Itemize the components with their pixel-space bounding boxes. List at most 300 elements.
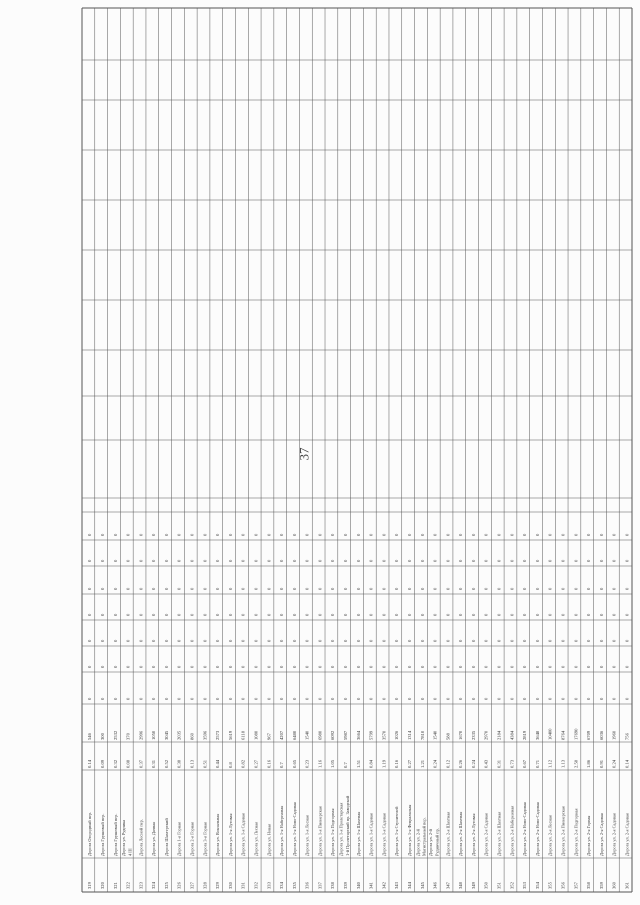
cell-zero: 0 [624, 587, 630, 590]
cell-zero: 0 [330, 697, 336, 700]
cell-zero: 0 [534, 639, 540, 642]
cell-object-name: Дорога ул. 2-я Луговая [470, 813, 476, 856]
cell-zero: 0 [432, 665, 438, 668]
cell-zero: 0 [100, 559, 105, 562]
cell-row-number: 350 [483, 882, 489, 889]
cell-zero: 0 [291, 697, 297, 700]
cell-row-number: 330 [227, 882, 233, 889]
cell-zero: 0 [100, 587, 105, 590]
cell-area: 860 [189, 733, 195, 740]
cell-zero: 0 [509, 697, 515, 700]
cell-area: 5619 [227, 730, 233, 740]
cell-zero: 0 [560, 665, 566, 668]
cell-zero: 0 [215, 665, 221, 668]
cell-zero: 0 [253, 559, 259, 562]
cell-zero: 0 [151, 639, 157, 642]
cell-zero: 0 [458, 533, 464, 536]
cell-length: 0.32 [112, 759, 118, 768]
cell-row-number: 357 [573, 882, 579, 889]
cell-object-name: Дорога ул. 1-я Луговая [227, 813, 233, 856]
cell-object-name: Дорога Огородный пер. [87, 811, 93, 856]
cell-zero: 0 [611, 533, 617, 536]
cell-zero: 0 [522, 559, 528, 562]
cell-zero: 0 [355, 559, 361, 562]
cell-zero: 0 [586, 587, 592, 590]
cell-length: 0.51 [202, 759, 208, 768]
cell-zero: 0 [176, 697, 182, 700]
cell-zero: 0 [317, 533, 323, 536]
cell-area: 1080 [253, 730, 259, 740]
cell-zero: 0 [598, 613, 604, 616]
cell-length: 0.82 [240, 759, 246, 768]
cell-zero: 0 [227, 639, 233, 642]
cell-length: 0.24 [611, 759, 617, 768]
cell-zero: 0 [317, 697, 323, 700]
cell-zero: 0 [87, 697, 93, 700]
cell-zero: 0 [215, 587, 221, 590]
cell-zero: 0 [151, 613, 157, 616]
cell-length: 0.08 [125, 759, 131, 768]
cell-area: 4384 [509, 730, 515, 740]
cell-zero: 0 [151, 697, 157, 700]
cell-zero: 0 [573, 533, 579, 536]
cell-zero: 0 [317, 613, 323, 616]
cell-zero: 0 [202, 665, 208, 668]
cell-zero: 0 [202, 613, 208, 616]
cell-zero: 0 [138, 665, 144, 668]
cell-zero: 0 [215, 697, 221, 700]
cell-zero: 0 [343, 613, 349, 616]
cell-zero: 0 [368, 587, 374, 590]
cell-object-name: 4 III [127, 848, 133, 856]
cell-zero: 0 [227, 559, 233, 562]
cell-zero: 0 [611, 639, 617, 642]
cell-zero: 0 [138, 639, 144, 642]
cell-zero: 0 [151, 587, 157, 590]
cell-object-name: Дорога ул. 2-й [428, 829, 434, 856]
cell-length: 0.43 [483, 759, 489, 768]
cell-length: 2.58 [573, 759, 579, 768]
cell-zero: 0 [394, 639, 400, 642]
cell-row-number: 333 [266, 882, 272, 889]
cell-zero: 0 [266, 533, 272, 536]
cell-zero: 0 [355, 665, 361, 668]
cell-zero: 0 [304, 665, 310, 668]
cell-zero: 0 [125, 665, 131, 668]
cell-length: 1.86 [586, 759, 592, 768]
cell-zero: 0 [598, 665, 604, 668]
cell-zero: 0 [253, 613, 259, 616]
cell-zero: 0 [151, 533, 157, 536]
cell-zero: 0 [266, 613, 272, 616]
cell-zero: 0 [509, 613, 515, 616]
cell-zero: 0 [227, 697, 233, 700]
cell-row-number: 338 [330, 882, 336, 889]
cell-zero: 0 [163, 697, 169, 700]
cell-object-name: Дорога ул. 2-я Подгорная [573, 808, 579, 856]
cell-zero: 0 [598, 587, 604, 590]
cell-zero: 0 [202, 697, 208, 700]
cell-zero: 0 [470, 639, 476, 642]
cell-zero: 0 [227, 613, 233, 616]
cell-zero: 0 [112, 559, 118, 562]
cell-zero: 0 [381, 697, 387, 700]
cell-object-name: Дорога ул. 1-я Пролетарская [338, 802, 344, 856]
cell-area: 3648 [534, 730, 540, 740]
cell-length: 0.14 [624, 759, 630, 768]
cell-length: 0.24 [432, 759, 438, 768]
cell-zero: 0 [496, 533, 502, 536]
cell-zero: 0 [483, 613, 489, 616]
cell-zero: 0 [202, 533, 208, 536]
cell-row-number: 334 [279, 882, 285, 889]
cell-zero: 0 [176, 613, 182, 616]
cell-area: 2573 [215, 730, 221, 740]
cell-zero: 0 [598, 639, 604, 642]
cell-zero: 0 [253, 587, 259, 590]
cell-zero: 0 [304, 697, 310, 700]
cell-area: 6480 [291, 730, 297, 740]
cell-zero: 0 [279, 613, 285, 616]
cell-zero: 0 [189, 639, 195, 642]
cell-zero: 0 [125, 587, 131, 590]
cell-area: 370 [125, 733, 131, 740]
cell-zero: 0 [266, 639, 272, 642]
cell-row-number: 319 [87, 882, 93, 889]
cell-zero: 0 [163, 559, 169, 562]
cell-zero: 0 [202, 559, 208, 562]
cell-zero: 0 [496, 613, 502, 616]
cell-zero: 0 [406, 639, 412, 642]
cell-zero: 0 [87, 533, 93, 536]
table-grid [82, 8, 632, 892]
cell-length: 0.7 [343, 762, 349, 768]
cell-zero: 0 [394, 697, 400, 700]
cell-zero: 0 [394, 613, 400, 616]
cell-zero: 0 [368, 613, 374, 616]
cell-object-name: Дорога 1-я Горная [176, 821, 182, 856]
cell-row-number: 346 [432, 882, 438, 889]
cell-zero: 0 [560, 613, 566, 616]
cell-object-name: Дорога ул. 2-я Садовая [611, 813, 617, 856]
cell-area: 1540 [304, 730, 310, 740]
cell-object-name: Дорога ул. 1-я Набережная [279, 805, 285, 856]
cell-area: 588 [445, 733, 451, 740]
cell-area: 17690 [573, 728, 579, 740]
cell-zero: 0 [458, 665, 464, 668]
cell-zero: 0 [163, 613, 169, 616]
cell-area: 3045 [163, 730, 169, 740]
cell-zero: 0 [343, 665, 349, 668]
cell-row-number: 325 [163, 882, 169, 889]
cell-object-name: Дорога ул. 2-я Пионерская [560, 806, 566, 856]
cell-object-name: Дорога ул. 2-я Шахтная [496, 811, 502, 856]
cell-area: 6092 [330, 730, 336, 740]
cell-zero: 0 [291, 559, 297, 562]
cell-zero: 0 [522, 613, 528, 616]
cell-zero: 0 [355, 697, 361, 700]
cell-row-number: 347 [445, 882, 451, 889]
cell-area: 2035 [176, 730, 182, 740]
cell-zero: 0 [586, 665, 592, 668]
cell-zero: 0 [534, 559, 540, 562]
cell-area: 2184 [496, 730, 502, 740]
cell-zero: 0 [176, 533, 182, 536]
cell-object-name: Дорога ул. 2-я Ново-Садовая [522, 802, 528, 856]
cell-zero: 0 [381, 533, 387, 536]
cell-zero: 0 [547, 533, 553, 536]
cell-zero: 0 [458, 559, 464, 562]
cell-zero: 0 [330, 559, 336, 562]
cell-length: 0.37 [138, 759, 144, 768]
cell-zero: 0 [458, 587, 464, 590]
cell-zero: 0 [112, 665, 118, 668]
cell-area: 2335 [470, 730, 476, 740]
cell-zero: 0 [240, 559, 246, 562]
cell-area: 7810 [419, 730, 425, 740]
cell-area: 3596 [202, 730, 208, 740]
cell-length: 0.23 [304, 759, 310, 768]
cell-zero: 0 [483, 697, 489, 700]
cell-area: 1314 [406, 730, 412, 740]
cell-zero: 0 [87, 639, 93, 642]
cell-zero: 0 [304, 559, 310, 562]
cell-length: 0.65 [291, 759, 297, 768]
cell-zero: 0 [573, 665, 579, 668]
cell-area: 1540 [432, 730, 438, 740]
cell-zero: 0 [163, 639, 169, 642]
cell-length: 1.21 [419, 759, 425, 768]
cell-zero: 0 [470, 613, 476, 616]
cell-area: 4207 [279, 730, 285, 740]
cell-zero: 0 [266, 665, 272, 668]
cell-zero: 0 [240, 697, 246, 700]
cell-zero: 0 [266, 697, 272, 700]
cell-zero: 0 [317, 665, 323, 668]
cell-zero: 0 [547, 613, 553, 616]
cell-zero: 0 [522, 665, 528, 668]
cell-object-name: Дорога ул. 1-я Ново-Садовая [291, 802, 297, 856]
cell-zero: 0 [279, 639, 285, 642]
cell-row-number: 356 [560, 882, 566, 889]
cell-zero: 0 [189, 665, 195, 668]
cell-row-number: 358 [586, 882, 592, 889]
page-number: 37 [296, 447, 312, 461]
cell-area: 2996 [138, 730, 144, 740]
cell-zero: 0 [406, 613, 412, 616]
cell-zero: 0 [215, 533, 221, 536]
cell-zero: 0 [355, 613, 361, 616]
cell-object-name: Дорога 2-я Горная [189, 821, 195, 856]
cell-zero: 0 [560, 559, 566, 562]
cell-object-name: Дорога ул. 2-я Садовая [598, 813, 604, 856]
cell-zero: 0 [291, 533, 297, 536]
cell-zero: 0 [355, 533, 361, 536]
cell-length: 0.91 [598, 759, 604, 768]
cell-zero: 0 [458, 697, 464, 700]
cell-zero: 0 [189, 559, 195, 562]
cell-length: 0.27 [253, 759, 259, 768]
cell-zero: 0 [189, 533, 195, 536]
cell-area: 967 [266, 733, 272, 740]
cell-zero: 0 [406, 697, 412, 700]
cell-zero: 0 [611, 665, 617, 668]
cell-zero: 0 [266, 559, 272, 562]
cell-zero: 0 [624, 559, 630, 562]
cell-zero: 0 [138, 559, 144, 562]
cell-zero: 0 [279, 587, 285, 590]
cell-area: 300 [100, 733, 105, 740]
cell-zero: 0 [112, 533, 118, 536]
cell-zero: 0 [586, 639, 592, 642]
cell-zero: 0 [509, 639, 515, 642]
cell-zero: 0 [598, 697, 604, 700]
cell-area: 8764 [560, 730, 566, 740]
cell-zero: 0 [291, 639, 297, 642]
cell-zero: 0 [138, 587, 144, 590]
cell-zero: 0 [215, 559, 221, 562]
cell-zero: 0 [240, 639, 246, 642]
cell-object-name: Дорога ул. 2-я Ново-Садовая [534, 802, 540, 856]
cell-zero: 0 [291, 613, 297, 616]
cell-zero: 0 [534, 613, 540, 616]
cell-zero: 0 [496, 559, 502, 562]
cell-zero: 0 [189, 587, 195, 590]
cell-zero: 0 [330, 587, 336, 590]
cell-area: 2970 [483, 730, 489, 740]
cell-zero: 0 [534, 697, 540, 700]
cell-zero: 0 [573, 639, 579, 642]
cell-zero: 0 [279, 559, 285, 562]
cell-zero: 0 [470, 665, 476, 668]
cell-zero: 0 [343, 697, 349, 700]
cell-length: 0.67 [522, 759, 528, 768]
cell-zero: 0 [317, 639, 323, 642]
cell-zero: 0 [253, 639, 259, 642]
cell-zero: 0 [253, 665, 259, 668]
cell-zero: 0 [368, 559, 374, 562]
cell-zero: 0 [406, 533, 412, 536]
cell-zero: 0 [176, 665, 182, 668]
cell-length: 1.51 [355, 759, 361, 768]
cell-zero: 0 [253, 533, 259, 536]
cell-zero: 0 [496, 697, 502, 700]
cell-row-number: 354 [534, 882, 540, 889]
cell-zero: 0 [522, 697, 528, 700]
cell-zero: 0 [163, 665, 169, 668]
cell-length: 0.31 [496, 759, 502, 768]
cell-zero: 0 [279, 665, 285, 668]
cell-object-name: Дорога ул. 2-я Шахтная [458, 811, 464, 856]
cell-zero: 0 [112, 697, 118, 700]
cell-zero: 0 [611, 559, 617, 562]
cell-zero: 0 [586, 613, 592, 616]
cell-zero: 0 [215, 613, 221, 616]
cell-zero: 0 [291, 587, 297, 590]
cell-row-number: 321 [112, 882, 118, 889]
cell-zero: 0 [611, 587, 617, 590]
cell-object-name: Дорога ул. Лесная [253, 821, 259, 856]
cell-zero: 0 [279, 697, 285, 700]
cell-row-number: 324 [151, 882, 157, 889]
cell-row-number: 340 [355, 882, 361, 889]
cell-object-name: Дорога ул. 1-я Садовая [381, 813, 387, 856]
cell-row-number: 361 [624, 882, 630, 889]
cell-zero: 0 [470, 587, 476, 590]
cell-zero: 0 [125, 639, 131, 642]
cell-zero: 0 [279, 533, 285, 536]
cell-row-number: 341 [368, 882, 374, 889]
cell-zero: 0 [291, 665, 297, 668]
cell-zero: 0 [202, 587, 208, 590]
cell-zero: 0 [419, 559, 425, 562]
cell-zero: 0 [330, 665, 336, 668]
cell-zero: 0 [432, 533, 438, 536]
cell-zero: 0 [560, 587, 566, 590]
cell-zero: 0 [419, 665, 425, 668]
cell-area: 5799 [368, 730, 374, 740]
cell-zero: 0 [445, 533, 451, 536]
cell-object-name: Дорога ул. 2-я Лесная [547, 815, 553, 856]
cell-zero: 0 [151, 559, 157, 562]
cell-area: 6036 [598, 730, 604, 740]
cell-zero: 0 [483, 639, 489, 642]
cell-length: 0.13 [189, 759, 195, 768]
cell-zero: 0 [509, 587, 515, 590]
cell-zero: 0 [483, 665, 489, 668]
cell-row-number: 359 [598, 882, 604, 889]
cell-row-number: 349 [470, 882, 476, 889]
cell-zero: 0 [598, 533, 604, 536]
cell-length: 0.44 [215, 759, 221, 768]
cell-zero: 0 [394, 533, 400, 536]
cell-row-number: 335 [291, 882, 297, 889]
cell-zero: 0 [445, 665, 451, 668]
cell-zero: 0 [304, 613, 310, 616]
cell-length: 0.73 [509, 759, 515, 768]
cell-length: 0.38 [176, 759, 182, 768]
cell-area: 1670 [458, 730, 464, 740]
cell-zero: 0 [432, 639, 438, 642]
cell-zero: 0 [381, 613, 387, 616]
cell-length: 1.05 [330, 759, 336, 768]
cell-zero: 0 [330, 533, 336, 536]
cell-zero: 0 [266, 587, 272, 590]
cell-area: 756 [624, 733, 630, 740]
cell-zero: 0 [522, 587, 528, 590]
cell-zero: 0 [176, 639, 182, 642]
cell-object-name: Дорога ул. Рудника [121, 819, 127, 856]
cell-object-name: Дорога ул. 2-й [415, 829, 421, 856]
cell-object-name: Дорога ул. 1-я Садовая [240, 813, 246, 856]
cell-row-number: 326 [176, 882, 182, 889]
cell-area: 5987 [343, 730, 349, 740]
cell-zero: 0 [483, 533, 489, 536]
cell-zero: 0 [343, 639, 349, 642]
cell-zero: 0 [458, 639, 464, 642]
cell-zero: 0 [432, 559, 438, 562]
cell-zero: 0 [419, 613, 425, 616]
cell-length: 1.12 [547, 759, 553, 768]
cell-area: 6980 [317, 730, 323, 740]
cell-zero: 0 [100, 697, 105, 700]
cell-zero: 0 [419, 697, 425, 700]
cell-row-number: 327 [189, 882, 195, 889]
cell-zero: 0 [240, 665, 246, 668]
cell-zero: 0 [573, 587, 579, 590]
cell-zero: 0 [432, 613, 438, 616]
cell-length: 0.26 [458, 759, 464, 768]
